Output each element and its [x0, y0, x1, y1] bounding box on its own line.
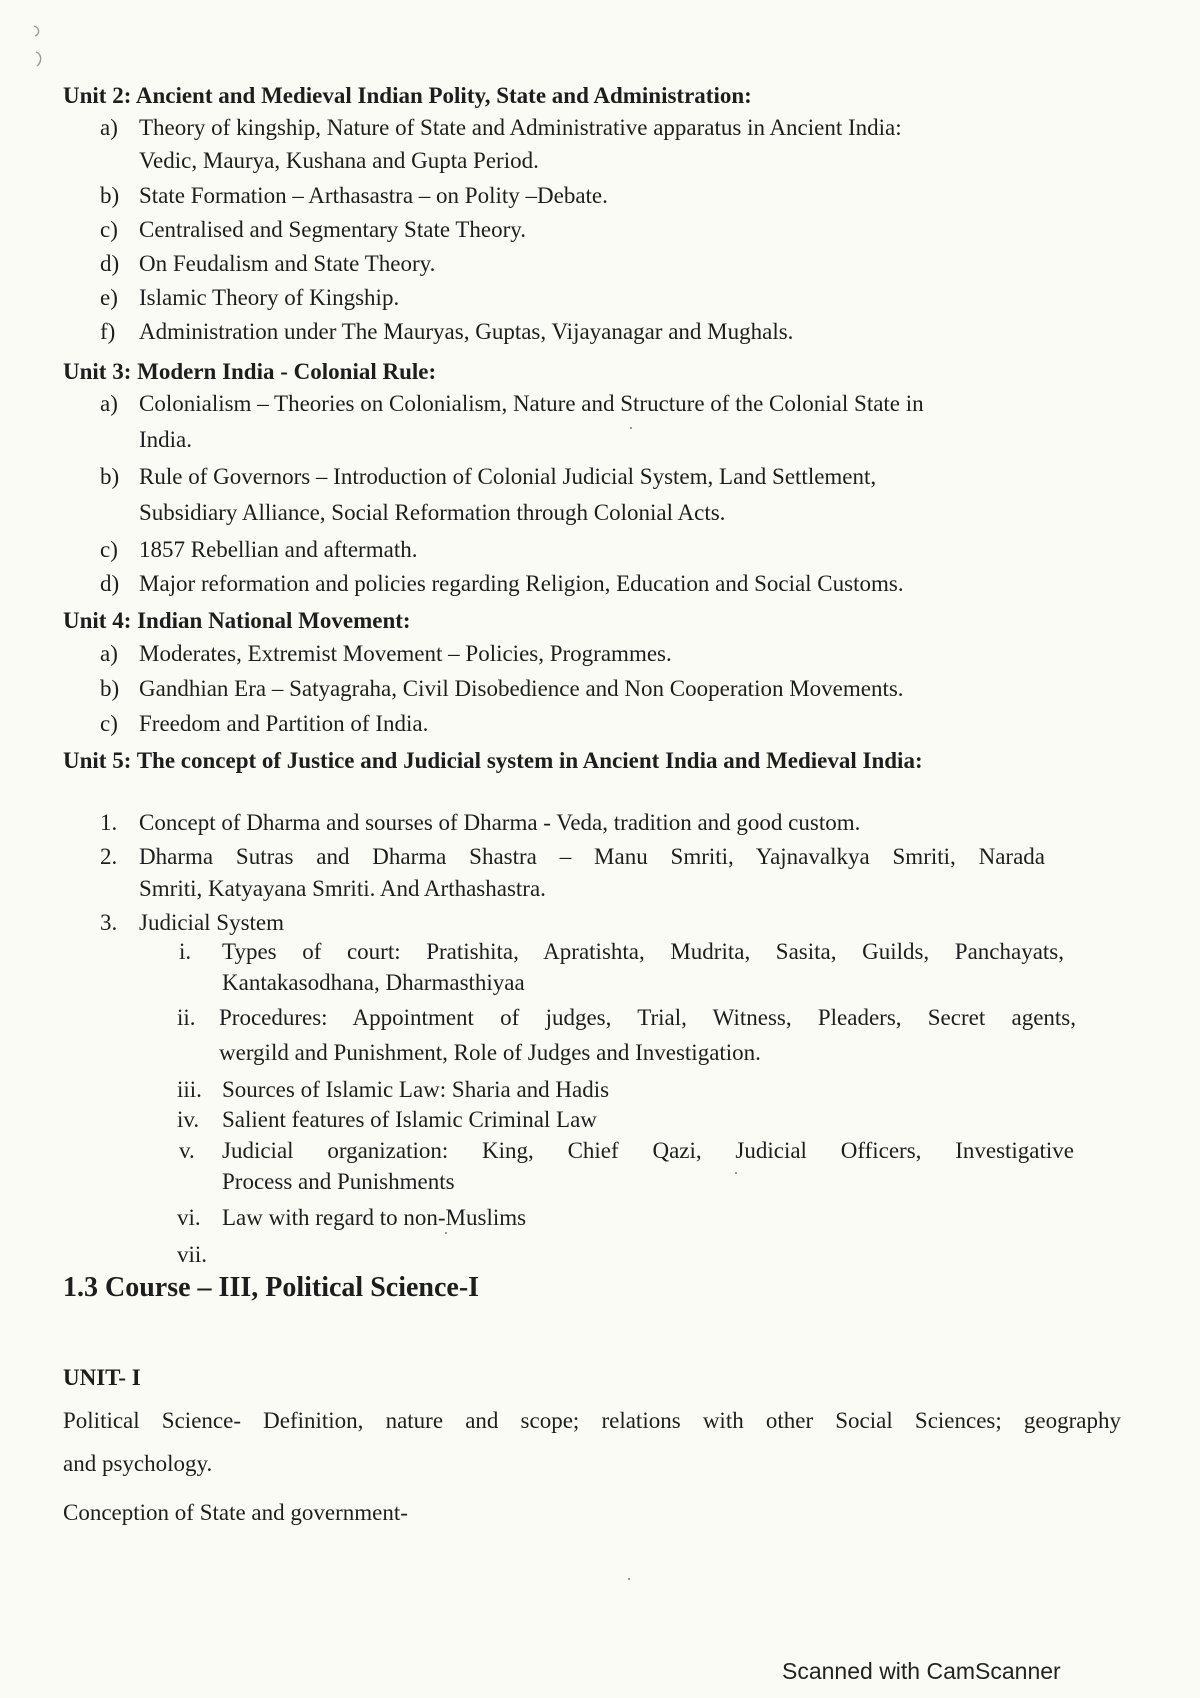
item-text: Moderates, Extremist Movement – Policies, Programmes.: [139, 641, 672, 666]
subitem-text: Salient features of Islamic Criminal Law: [222, 1107, 597, 1132]
paragraph-line: Political Science- Definition, nature and scope; relations with other Social Sciences; geography: [63, 1408, 1121, 1433]
course-title: 1.3 Course – III, Political Science-I: [63, 1272, 480, 1303]
subitem-text: Law with regard to non-Muslims: [222, 1205, 527, 1230]
unit-2-item-f: [100, 315, 1060, 348]
subitem-label: iv.: [177, 1107, 200, 1132]
subitem-label: ii.: [177, 1005, 196, 1030]
item-label: a): [100, 641, 118, 666]
unit-2-item-d: [100, 247, 1060, 280]
unit-2-item-a: [100, 111, 1060, 177]
item-text: Smriti, Katyayana Smriti. And Arthashastra.: [139, 876, 546, 901]
state-government-paragraph: Conception of State and government-: [63, 1500, 408, 1525]
item-text: Centralised and Segmentary State Theory.: [139, 217, 527, 242]
item-label: b): [100, 676, 120, 701]
item-label: c): [100, 537, 118, 562]
unit-i-heading: UNIT- I: [63, 1365, 141, 1390]
item-label: f): [100, 319, 116, 344]
item-text: Islamic Theory of Kingship.: [139, 285, 400, 310]
item-text: Freedom and Partition of India.: [139, 711, 429, 736]
judicial-subitem-ii: [175, 1001, 1075, 1071]
judicial-subitem-v: [175, 1134, 1075, 1200]
item-text: Concept of Dharma and sourses of Dharma - Veda, tradition and good custom.: [139, 810, 861, 835]
unit-4-item-b: [100, 672, 1060, 705]
subitem-text: Process and Punishments: [222, 1169, 455, 1194]
item-text: Subsidiary Alliance, Social Reformation through Colonial Acts.: [139, 500, 726, 525]
judicial-subitem-vii: [175, 1238, 1075, 1271]
unit-4-item-a: [100, 637, 1060, 670]
item-label: a): [100, 391, 118, 416]
unit-2-heading: Unit 2: Ancient and Medieval Indian Polity, State and Administration:: [63, 83, 752, 108]
judicial-subitem-iii: [175, 1073, 1075, 1106]
subitem-text: Sources of Islamic Law: Sharia and Hadis: [222, 1077, 610, 1102]
item-text: State Formation – Arthasastra – on Polity –Debate.: [139, 183, 608, 208]
subitem-text: wergild and Punishment, Role of Judges and Investigation.: [219, 1040, 761, 1065]
judicial-subitem-iv: [175, 1103, 1075, 1136]
unit-3-item-d: [100, 567, 1060, 600]
subitem-label: vi.: [177, 1205, 201, 1230]
margin-pen-mark: [28, 22, 48, 72]
scan-speck: [445, 1232, 447, 1234]
subitem-text: Procedures: Appointment of judges, Trial, Witness, Pleaders, Secret agents,: [219, 1005, 1076, 1030]
item-text: India.: [139, 427, 193, 452]
subitem-label: vii.: [177, 1242, 208, 1267]
item-text: Theory of kingship, Nature of State and Administrative apparatus in Ancient India:: [139, 115, 902, 140]
item-text: Vedic, Maurya, Kushana and Gupta Period.: [139, 148, 539, 173]
item-label: e): [100, 285, 118, 310]
item-label: b): [100, 183, 120, 208]
item-text: On Feudalism and State Theory.: [139, 251, 436, 276]
unit-4-item-c: [100, 707, 1060, 740]
item-text: Dharma Sutras and Dharma Shastra – Manu Smriti, Yajnavalkya Smriti, Narada: [139, 844, 1045, 869]
item-text: Administration under The Mauryas, Guptas, Vijayanagar and Mughals.: [139, 319, 794, 344]
item-label: a): [100, 115, 118, 140]
scan-speck: [630, 427, 632, 429]
unit-5-item-2: [100, 840, 1060, 906]
item-text: Colonialism – Theories on Colonialism, Nature and Structure of the Colonial State in: [139, 391, 924, 416]
unit-3-heading: Unit 3: Modern India - Colonial Rule:: [63, 359, 437, 384]
unit-3-item-c: [100, 533, 1060, 566]
unit-5-item-1: [100, 806, 1060, 839]
item-label: 3.: [100, 910, 118, 935]
item-text: 1857 Rebellian and aftermath.: [139, 537, 418, 562]
subitem-label: i.: [179, 939, 192, 964]
unit-2-item-e: [100, 281, 1060, 314]
unit-4-heading: Unit 4: Indian National Movement:: [63, 608, 411, 633]
scan-speck: [628, 1578, 630, 1580]
subitem-text: Types of court: Pratishita, Apratishta, Mudrita, Sasita, Guilds, Panchayats,: [222, 939, 1064, 964]
political-science-paragraph: [63, 1408, 1123, 1488]
item-text: Gandhian Era – Satyagraha, Civil Disobedience and Non Cooperation Movements.: [139, 676, 904, 701]
item-label: b): [100, 464, 120, 489]
judicial-subitem-vi: [175, 1201, 1075, 1234]
unit-5-heading: Unit 5: The concept of Justice and Judicial system in Ancient India and Medieval India:: [63, 748, 923, 773]
item-label: d): [100, 251, 120, 276]
item-text: Rule of Governors – Introduction of Colonial Judicial System, Land Settlement,: [139, 464, 877, 489]
subitem-text: Judicial organization: King, Chief Qazi, Judicial Officers, Investigative: [222, 1138, 1074, 1163]
item-label: d): [100, 571, 120, 596]
item-label: 1.: [100, 810, 118, 835]
item-text: Major reformation and policies regarding Religion, Education and Social Customs.: [139, 571, 904, 596]
unit-2-item-b: [100, 179, 1060, 212]
subitem-text: Kantakasodhana, Dharmasthiyaa: [222, 970, 525, 995]
subitem-label: v.: [179, 1138, 195, 1163]
unit-3-item-b: [100, 460, 1060, 530]
item-label: c): [100, 711, 118, 736]
judicial-subitem-i: [175, 935, 1075, 1001]
item-text: Judicial System: [139, 910, 285, 935]
camscanner-watermark: Scanned with CamScanner: [782, 1658, 1061, 1684]
item-label: 2.: [100, 844, 118, 869]
scan-speck: [735, 1172, 737, 1174]
unit-2-item-c: [100, 213, 1060, 246]
subitem-label: iii.: [177, 1077, 202, 1102]
unit-3-item-a: [100, 387, 1060, 457]
paragraph-line: and psychology.: [63, 1451, 213, 1476]
item-label: c): [100, 217, 118, 242]
